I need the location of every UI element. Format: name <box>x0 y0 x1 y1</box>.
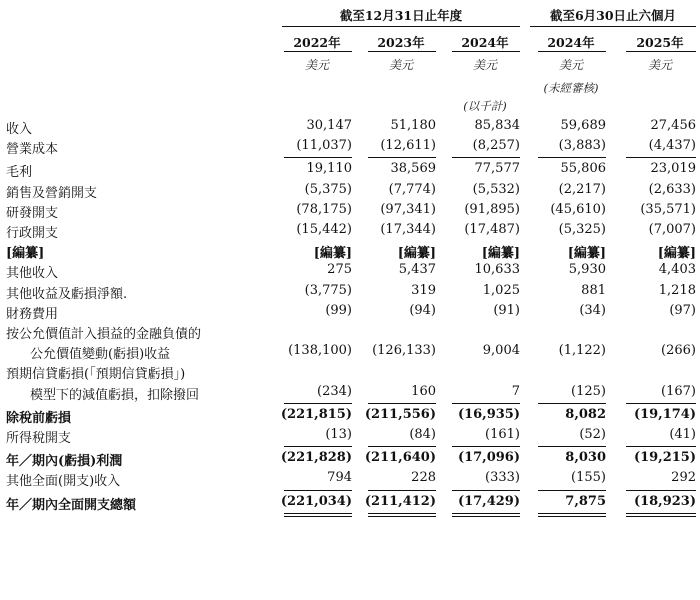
row-value-col-3: 59,689 <box>560 118 606 133</box>
row-value-col-4: (19,215) <box>633 450 696 466</box>
row-value-col-3: (5,325) <box>558 222 606 237</box>
row-value-col-2: (5,532) <box>472 181 520 197</box>
row-value-col-0: (5,375) <box>304 181 352 197</box>
subtotal-rule <box>626 403 696 404</box>
subtotal-rule <box>538 490 606 491</box>
subtotal-rule <box>284 490 352 491</box>
row-label: 財務費用 <box>6 306 59 322</box>
row-value-col-0: (221,815) <box>280 406 352 422</box>
unit-label-2: 美元 <box>472 58 497 72</box>
row-value-col-2: (17,429) <box>457 493 520 509</box>
period-header-full-year: 截至12月31日止年度 <box>339 8 463 23</box>
subtotal-rule <box>368 490 436 491</box>
subtotal-rule <box>284 446 352 447</box>
row-value-col-1: (211,412) <box>364 493 436 509</box>
note-thousands: (以千計) <box>463 99 507 113</box>
row-value-col-4: [編纂] <box>657 246 696 262</box>
row-label: [編纂] <box>6 246 45 262</box>
row-value-col-3: 881 <box>581 282 606 298</box>
row-value-col-1: 51,180 <box>390 118 436 133</box>
row-value-col-0: (138,100) <box>288 343 352 359</box>
row-value-col-3: (34) <box>579 302 606 318</box>
row-value-col-4: (19,174) <box>633 406 696 422</box>
row-value-col-2: (8,257) <box>472 138 520 154</box>
row-value-col-2: 85,834 <box>474 118 520 133</box>
row-value-col-2: 7 <box>511 383 520 399</box>
subtotal-rule <box>626 490 696 491</box>
row-value-col-4: (2,633) <box>648 181 696 197</box>
subtotal-rule <box>452 157 520 158</box>
row-value-col-2: 77,577 <box>474 161 520 177</box>
subtotal-rule <box>452 403 520 404</box>
year-header-3: 2024年 <box>547 35 595 50</box>
row-value-col-1: (94) <box>409 302 436 318</box>
row-value-col-0: (221,034) <box>280 493 352 509</box>
row-value-col-3: (52) <box>579 427 606 442</box>
row-label: 研發開支 <box>6 205 59 221</box>
subtotal-rule <box>452 490 520 491</box>
row-value-col-3: (125) <box>571 383 606 399</box>
row-value-col-2: (16,935) <box>457 406 520 422</box>
subtotal-rule <box>626 157 696 158</box>
row-value-col-4: (35,571) <box>640 201 696 217</box>
year-header-0: 2022年 <box>293 35 341 50</box>
row-value-col-4: (41) <box>669 427 696 442</box>
row-value-col-3: (3,883) <box>558 138 606 154</box>
row-value-col-3: (155) <box>571 470 606 486</box>
total-double-rule <box>626 513 696 517</box>
total-double-rule <box>368 513 436 517</box>
row-value-col-0: (3,775) <box>304 282 352 298</box>
subtotal-rule <box>452 446 520 447</box>
subtotal-rule <box>284 403 352 404</box>
year-header-1: 2023年 <box>377 35 425 50</box>
row-value-col-0: 19,110 <box>306 161 352 177</box>
row-label: 所得稅開支 <box>6 431 72 446</box>
row-value-col-3: 8,082 <box>565 406 606 422</box>
row-value-col-3: (1,122) <box>558 343 606 359</box>
row-value-col-1: 5,437 <box>398 262 436 278</box>
row-value-col-3: [編纂] <box>567 246 606 262</box>
row-value-col-1: 38,569 <box>390 161 436 177</box>
year-rule-2 <box>452 51 520 52</box>
period-rule-six-months <box>530 26 696 27</box>
row-value-col-4: (7,007) <box>648 222 696 237</box>
row-value-col-1: (17,344) <box>380 222 436 237</box>
note-unaudited: (未經審核) <box>543 81 599 95</box>
row-value-col-0: (221,828) <box>280 450 352 466</box>
period-rule-full-year <box>282 26 520 27</box>
row-value-col-4: 27,456 <box>650 118 696 133</box>
row-value-col-2: (333) <box>485 470 520 486</box>
unit-label-3: 美元 <box>558 58 583 72</box>
row-value-col-3: 5,930 <box>568 262 606 278</box>
row-label: 年／期內(虧損)利潤 <box>6 454 123 470</box>
row-label: 其他收益及虧損淨額. <box>6 286 128 302</box>
row-value-col-0: (15,442) <box>296 222 352 237</box>
row-value-col-0: 30,147 <box>306 118 352 133</box>
year-rule-3 <box>538 51 606 52</box>
row-label: 收入 <box>6 122 33 137</box>
row-value-col-1: (211,640) <box>364 450 436 466</box>
row-label: 其他全面(開支)收入 <box>6 474 121 490</box>
row-value-col-4: 23,019 <box>650 161 696 177</box>
row-value-col-2: 1,025 <box>482 282 520 298</box>
row-value-col-0: (78,175) <box>296 201 352 217</box>
total-double-rule <box>284 513 352 517</box>
row-value-col-0: 794 <box>327 470 352 486</box>
year-rule-1 <box>368 51 436 52</box>
row-value-col-2: 9,004 <box>482 343 520 359</box>
row-value-col-0: [編纂] <box>313 246 352 262</box>
row-value-col-2: (17,096) <box>457 450 520 466</box>
row-value-col-1: (97,341) <box>380 201 436 217</box>
row-value-col-4: (266) <box>661 343 696 359</box>
row-label: 營業成本 <box>6 142 59 158</box>
row-value-col-1: (12,611) <box>380 138 436 154</box>
row-label: 預期信貸虧損(「預期信貸虧損」) <box>6 367 186 383</box>
subtotal-rule <box>538 446 606 447</box>
row-value-col-2: 10,633 <box>474 262 520 278</box>
year-header-4: 2025年 <box>636 35 684 50</box>
subtotal-rule <box>538 403 606 404</box>
row-value-col-1: 160 <box>411 383 436 399</box>
row-value-col-4: (97) <box>669 302 696 318</box>
unit-label-0: 美元 <box>304 58 329 72</box>
year-header-2: 2024年 <box>461 35 509 50</box>
row-value-col-2: (17,487) <box>464 222 520 237</box>
year-rule-0 <box>284 51 352 52</box>
row-value-col-0: 275 <box>327 262 352 278</box>
row-label: 銷售及營銷開支 <box>6 185 98 201</box>
row-value-col-1: (211,556) <box>364 406 436 422</box>
row-value-col-0: (13) <box>325 427 352 442</box>
row-value-col-3: 55,806 <box>560 161 606 177</box>
row-label: 模型下的減值虧損，扣除撥回 <box>30 387 200 403</box>
row-label: 行政開支 <box>6 226 59 241</box>
row-value-col-3: (2,217) <box>558 181 606 197</box>
row-label: 毛利 <box>6 165 33 181</box>
row-value-col-1: 228 <box>411 470 436 486</box>
subtotal-rule <box>368 157 436 158</box>
row-label: 公允價值變動(虧損)收益 <box>30 347 171 363</box>
row-value-col-1: (126,133) <box>372 343 436 359</box>
row-value-col-4: (167) <box>661 383 696 399</box>
row-value-col-0: (11,037) <box>296 138 352 154</box>
total-double-rule <box>538 513 606 517</box>
row-value-col-1: (7,774) <box>388 181 436 197</box>
unit-label-4: 美元 <box>647 58 672 72</box>
row-value-col-3: 7,875 <box>565 493 606 509</box>
row-label: 其他收入 <box>6 266 59 282</box>
row-value-col-4: 4,403 <box>658 262 696 278</box>
subtotal-rule <box>538 157 606 158</box>
row-value-col-2: (91,895) <box>464 201 520 217</box>
row-value-col-3: 8,030 <box>565 450 606 466</box>
period-header-six-months: 截至6月30日止六個月 <box>549 8 677 23</box>
row-value-col-1: 319 <box>411 282 436 298</box>
year-rule-4 <box>626 51 696 52</box>
row-value-col-2: [編纂] <box>481 246 520 262</box>
subtotal-rule <box>626 446 696 447</box>
row-value-col-4: (4,437) <box>648 138 696 154</box>
row-value-col-4: 292 <box>671 470 696 486</box>
total-double-rule <box>452 513 520 517</box>
row-value-col-4: 1,218 <box>658 282 696 298</box>
row-value-col-2: (161) <box>485 427 520 442</box>
row-value-col-2: (91) <box>493 302 520 318</box>
row-value-col-0: (234) <box>317 383 352 399</box>
subtotal-rule <box>368 403 436 404</box>
row-value-col-1: [編纂] <box>397 246 436 262</box>
row-value-col-4: (18,923) <box>633 493 696 509</box>
row-value-col-0: (99) <box>325 302 352 318</box>
row-label: 除稅前虧損 <box>6 410 72 426</box>
row-value-col-1: (84) <box>409 427 436 442</box>
subtotal-rule <box>284 157 352 158</box>
row-label: 按公允價值計入損益的金融負債的 <box>6 327 202 342</box>
row-label: 年／期內全面開支總額 <box>6 497 137 513</box>
subtotal-rule <box>368 446 436 447</box>
row-value-col-3: (45,610) <box>550 201 606 217</box>
unit-label-1: 美元 <box>388 58 413 72</box>
